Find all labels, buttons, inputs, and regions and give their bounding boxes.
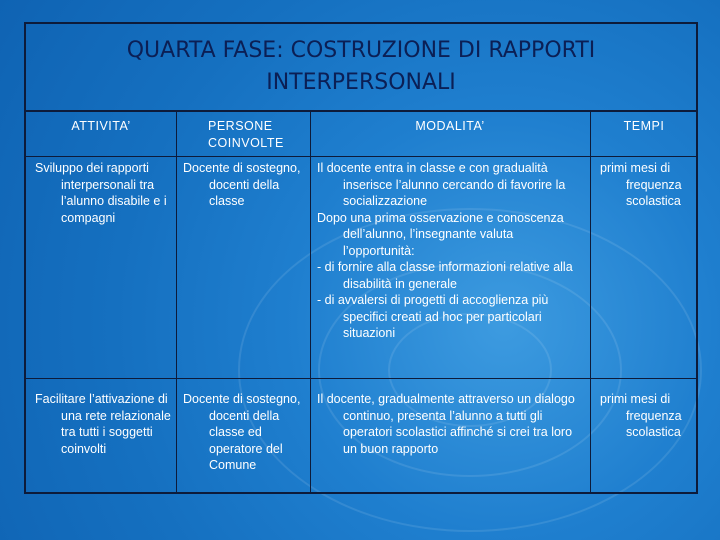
header-persone: PERSONE COINVOLTE: [208, 119, 284, 150]
modalita-line: Dopo una prima osservazione e conoscenza dell’alunno, l’insegnante valuta l’opportunità:: [317, 210, 564, 258]
cell-persone: Docente di sostegno, docenti della classe: [183, 161, 301, 208]
cell-attivita: Facilitare l’attivazione di una rete relazionale tra tutti i soggetti coinvolti: [35, 392, 171, 456]
cell-tempi: primi mesi di frequenza scolastica: [600, 392, 682, 439]
title-box: [26, 24, 696, 112]
cell-modalita: [317, 391, 585, 457]
table-row: [26, 391, 698, 494]
slide-title: QUARTA FASE: COSTRUZIONE DI RAPPORTI INTERPERSONALI: [126, 38, 596, 95]
cell-attivita: Sviluppo dei rapporti interpersonali tra l’alunno disabile e i compagni: [35, 161, 167, 225]
row-divider: [26, 378, 696, 379]
slide-frame: [24, 22, 698, 494]
modalita-line: - di avvalersi di progetti di accoglienza più specifici creati ad hoc per particolari situazioni: [317, 293, 549, 340]
cell-persone: Docente di sostegno, docenti della classe ed operatore del Comune: [183, 392, 301, 472]
row-divider: [26, 156, 696, 157]
header-tempi: TEMPI: [623, 119, 665, 133]
header-modalita: MODALITA’: [415, 119, 485, 133]
modalita-line: Il docente entra in classe e con gradualità inserisce l’alunno cercando di favorire la socializzazione: [317, 161, 566, 208]
cell-modalita: [317, 160, 585, 342]
modalita-line: Il docente, gradualmente attraverso un dialogo continuo, presenta l’alunno a tutti gli operatori scolastici affinché si crei tra loro un buon rapporto: [317, 392, 575, 456]
cell-tempi: primi mesi di frequenza scolastica: [600, 161, 682, 208]
table-row: [26, 160, 698, 378]
modalita-line: - di fornire alla classe informazioni relative alla disabilità in generale: [317, 260, 573, 291]
header-attivita: ATTIVITA’: [71, 119, 131, 133]
activity-table: [26, 112, 696, 494]
